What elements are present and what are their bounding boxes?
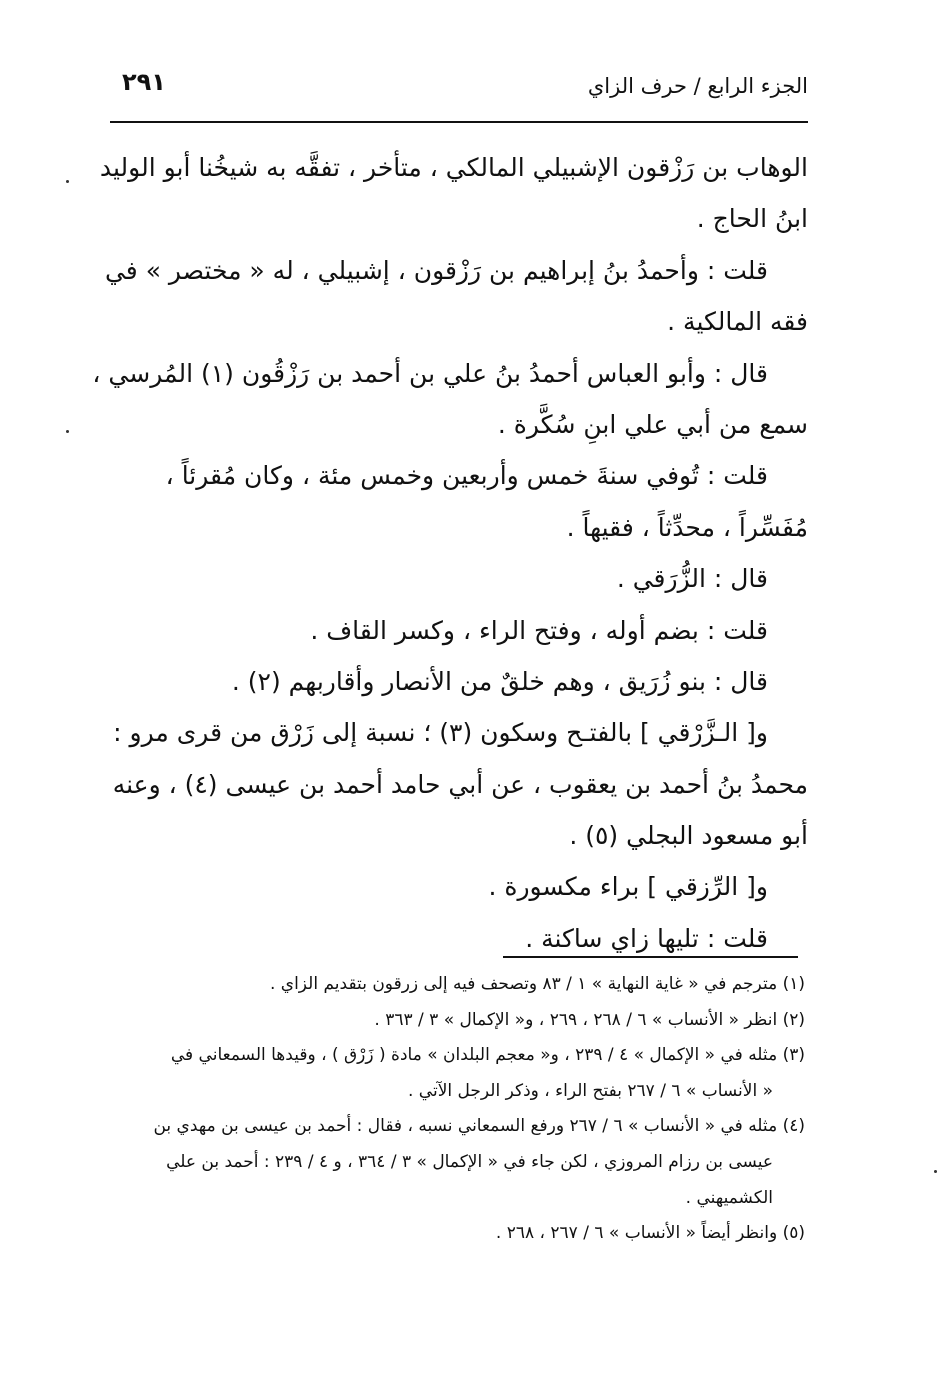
text-line: و[ الرِّزقي ] براء مكسورة .	[488, 872, 768, 902]
footnote-rule	[503, 956, 798, 958]
text-line: ابنُ الحاج .	[696, 204, 808, 234]
footnote-line: الكشميهني .	[685, 1187, 773, 1208]
scan-speck	[66, 180, 69, 183]
header-rule	[110, 121, 808, 123]
text-line: قلت : تُوفي سنةَ خمس وأربعين وخمس مئة ، وكان مُقرئاً ،	[165, 461, 768, 491]
text-line: قلت : تليها زاي ساكنة .	[525, 923, 768, 953]
running-title: الجزء الرابع / حرف الزاي	[587, 74, 808, 98]
footnote-line: « الأنساب » ٦ / ٢٦٧ بفتح الراء ، وذكر الرجل الآتي .	[408, 1080, 773, 1101]
text-line: فقه المالكية .	[667, 307, 808, 337]
text-line: قلت : وأحمدُ بنُ إبراهيم بن رَزْقون ، إشبيلي ، له « مختصر » في	[104, 255, 768, 285]
text-line: أبو مسعود البجلي (٥) .	[569, 821, 808, 851]
text-line: قلت : بضم أوله ، وفتح الراء ، وكسر القاف .	[310, 615, 768, 645]
footnote-line: (٢) انظر « الأنساب » ٦ / ٢٦٨ ، ٢٦٩ ، و« الإكمال » ٣ / ٣٦٣ .	[374, 1009, 805, 1030]
page-header	[110, 68, 808, 108]
main-text	[92, 142, 808, 964]
scan-speck	[934, 1170, 937, 1173]
footnote-line: (٣) مثله في « الإكمال » ٤ / ٢٣٩ ، و« معجم البلدان » مادة ( زَرْق ) ، وقيدها السمعاني في	[170, 1045, 805, 1066]
footnote-line: (٤) مثله في « الأنساب » ٦ / ٢٦٧ ورفع السمعاني نسبه ، فقال : أحمد بن عيسى بن مهدي بن	[153, 1116, 805, 1137]
text-line: مُفَسِّراً ، محدِّثاً ، فقيهاً .	[566, 512, 808, 542]
footnotes	[110, 967, 805, 1252]
text-line: سمع من أبي علي ابنِ سُكَّرة .	[497, 409, 808, 439]
scan-speck	[66, 430, 69, 433]
footnote-line: (١) مترجم في « غاية النهاية » ١ / ٨٣ وتصحف فيه إلى زرقون بتقديم الزاي .	[269, 974, 805, 994]
text-line: قال : الزُّرَقي .	[616, 564, 768, 594]
text-line: و[ الـزَّرْقي ] بالفتـح وسكون (٣) ؛ نسبة إلى زَرْق من قرى مرو :	[113, 718, 768, 748]
text-line: قال : وأبو العباس أحمدُ بنُ علي بن أحمد بن رَزْقُون (١) المُرسي ،	[92, 358, 768, 388]
text-line: الوهاب بن رَزْقون الإشبيلي المالكي ، متأخر ، تفقَّه به شيخُنا أبو الوليد	[99, 153, 808, 182]
page-number: ٢٩١	[122, 68, 166, 96]
text-line: قال : بنو زُرَيق ، وهم خلقٌ من الأنصار وأقاربهم (٢) .	[231, 666, 768, 696]
text-line: محمدُ بنُ أحمد بن يعقوب ، عن أبي حامد أحمد بن عيسى (٤) ، وعنه	[112, 769, 808, 799]
footnote-line: عيسى بن رزام المروزي ، لكن جاء في « الإكمال » ٣ / ٣٦٤ ، و ٤ / ٢٣٩ : أحمد بن علي	[166, 1151, 773, 1172]
footnote-line: (٥) وانظر أيضاً « الأنساب » ٦ / ٢٦٧ ، ٢٦٨ .	[495, 1223, 805, 1244]
